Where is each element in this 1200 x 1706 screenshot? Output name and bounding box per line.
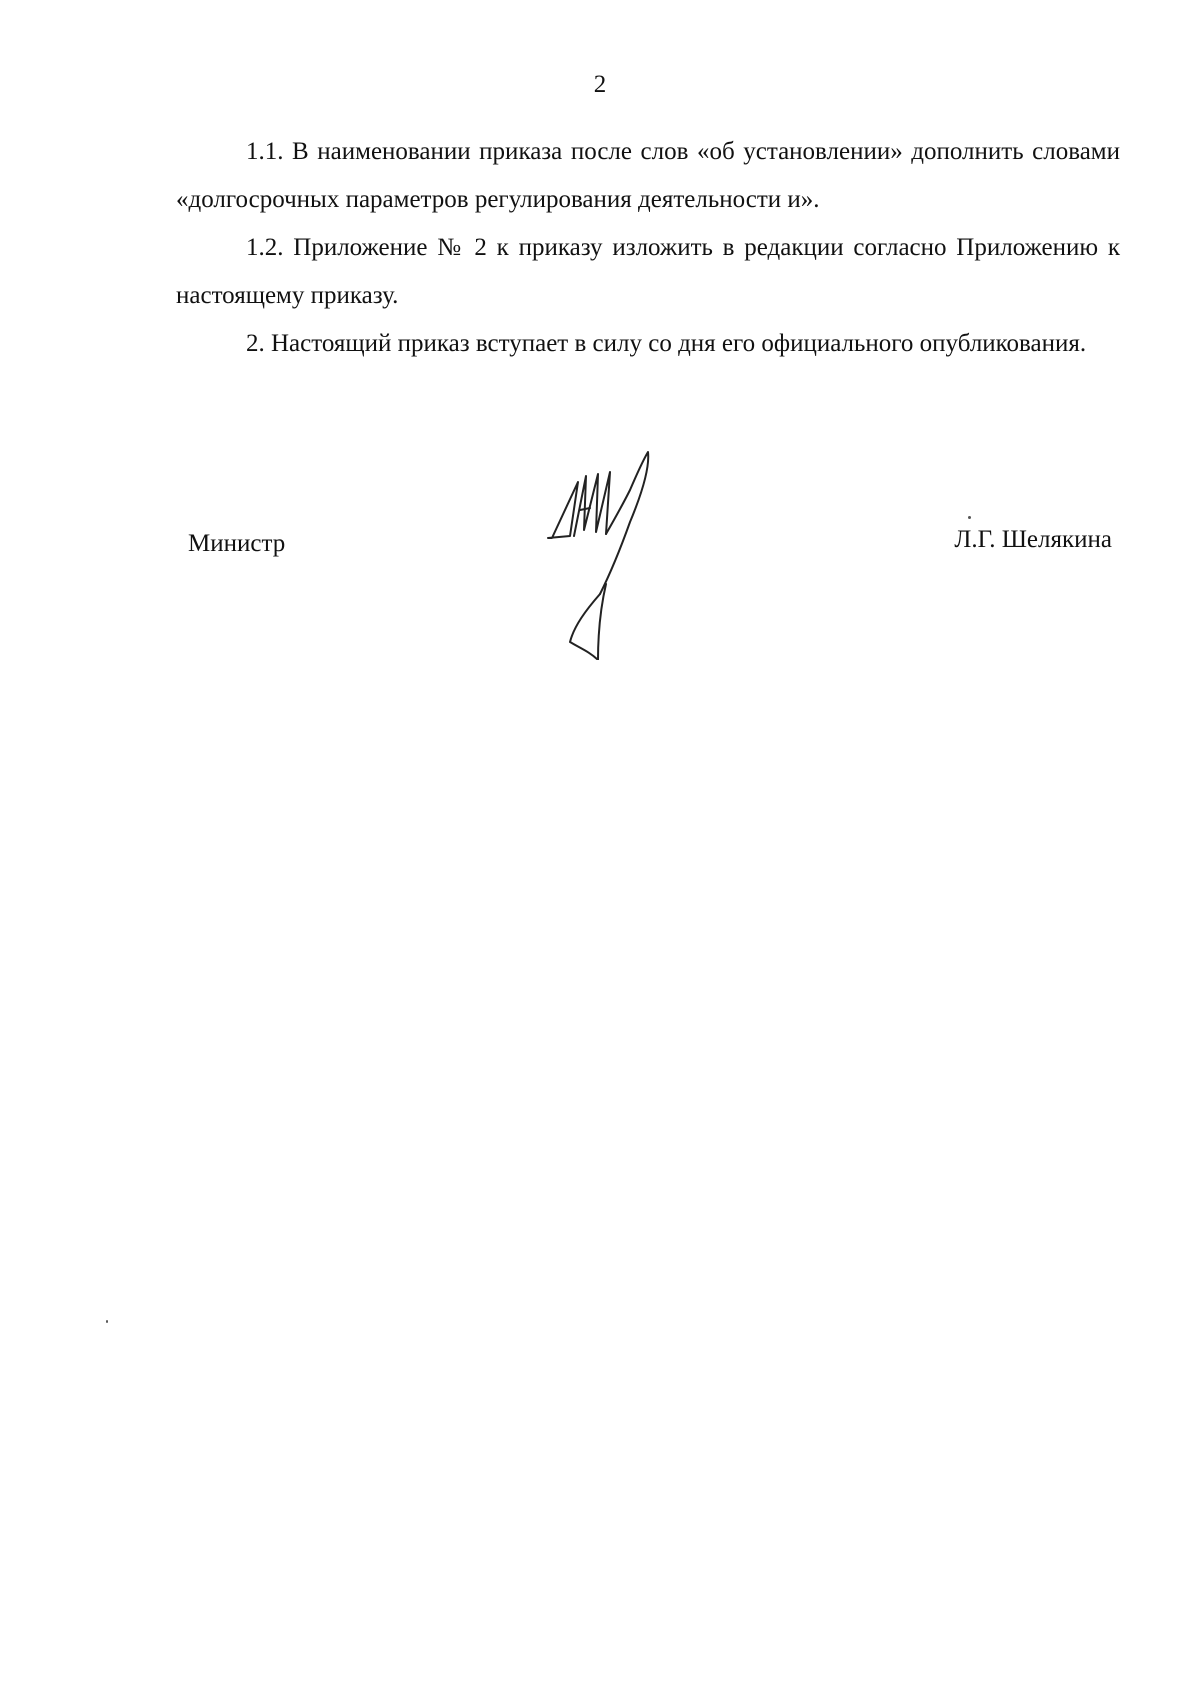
scan-speck xyxy=(106,1320,108,1323)
signatory-name: Л.Г. Шелякина xyxy=(954,526,1112,553)
signature-block xyxy=(0,450,1200,670)
scan-speck xyxy=(968,516,971,519)
handwritten-signature xyxy=(540,450,680,660)
paragraph-2: 2. Настоящий приказ вступает в силу со дня его официального опубликования. xyxy=(246,330,1087,357)
page-number: 2 xyxy=(593,71,607,98)
document-body xyxy=(176,128,1120,368)
paragraph-1-1: 1.1. В наименовании приказа после слов «об установлении» дополнить словами «долгосрочных параметров регулирования деятельности и». xyxy=(176,138,1120,213)
signatory-position: Министр xyxy=(188,530,286,557)
paragraph-1-2: 1.2. Приложение № 2 к приказу изложить в редакции согласно Приложению к настоящему приказу. xyxy=(176,234,1120,309)
